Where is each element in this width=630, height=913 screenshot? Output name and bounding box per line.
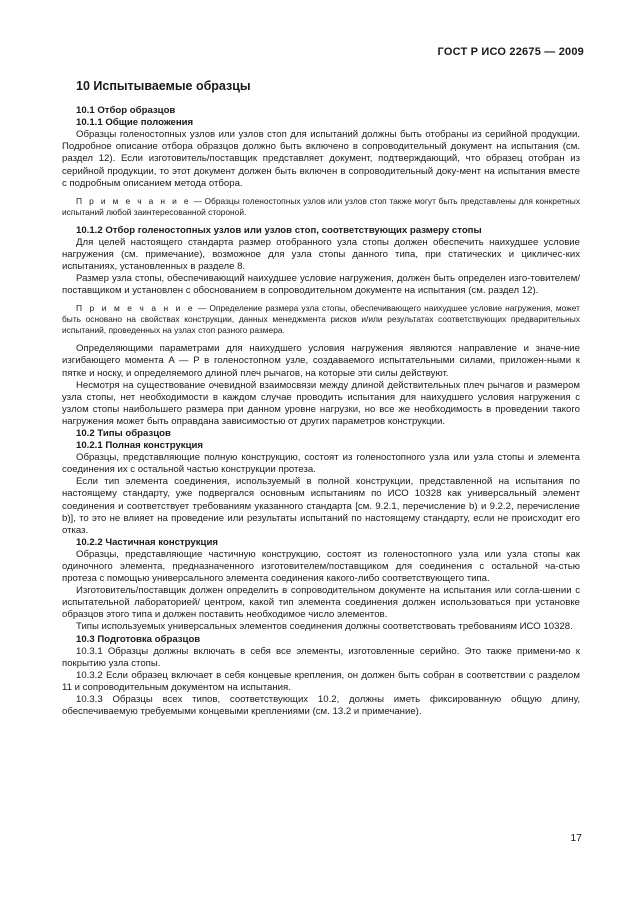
note bbox=[62, 196, 580, 218]
note bbox=[62, 303, 580, 336]
subsection-10-1-2: 10.1.2 Отбор голеностопных узлов или узлов стоп, соответствующих размеру стопы bbox=[76, 224, 482, 236]
section-title: 10 Испытываемые образцы bbox=[76, 79, 251, 93]
subsection-10-2-2: 10.2.2 Частичная конструкция bbox=[76, 536, 218, 548]
paragraph: Образцы, представляющие частичную конструкцию, состоят из голеностопного узла или узла стопы как одиночного элемента, предназначенного изготовителем/поставщиком для соединения с остальной ча-стью протеза с помощью универсального элемента соединения какого-либо соответствующего типа. bbox=[62, 548, 580, 585]
note-label: П р и м е ч а н и е bbox=[76, 303, 195, 314]
note-text: — Определение размера узла стопы, обеспечивающего наихудшее условие нагружения, может быть основано на свойствах конструкции, данных менеджмента рисков и/или результатах соответствующих предварительных испытаний, проведенных на узлах стоп разного размера. bbox=[62, 303, 581, 336]
paragraph: Определяющими параметрами для наихудшего условия нагружения являются направление и значе-ние изгибающего момента A — P в голеностопном узле, создаваемого испытательными силами, приложен-ными к пятке и носку, и определяемого длиной плеч рычагов, на которые эти силы действуют. bbox=[62, 343, 580, 379]
subsection-10-2-1: 10.2.1 Полная конструкция bbox=[76, 440, 203, 452]
paragraph: 10.3.1 Образцы должны включать в себя все элементы, изготовленные серийно. Это также примени-мо к покрытию узла стопы. bbox=[62, 645, 580, 669]
subsection-10-1: 10.1 Отбор образцов bbox=[76, 105, 176, 117]
subsection-10-2: 10.2 Типы образцов bbox=[76, 427, 171, 439]
paragraph: Размер узла стопы, обеспечивающий наихудшее условие нагружения, должен быть определен изго-товителем/поставщиком и установлен с обоснованием в сопроводительном документе на испытания (см. раздел 12). bbox=[62, 273, 580, 297]
paragraph: Типы используемых универсальных элементов соединения должны соответствовать требованиям ИСО 10328. bbox=[76, 621, 573, 633]
note-text: — Образцы голеностопных узлов или узлов стоп также могут быть представлены для конкретных испытаний любой заинтересованной стороной. bbox=[62, 195, 581, 217]
paragraph: Образцы, представляющие полную конструкцию, состоят из голеностопного узла или узла стопы и элемента соединения их с остальной частью конструкции протеза. bbox=[62, 452, 580, 476]
paragraph: 10.3.2 Если образец включает в себя концевые крепления, он должен быть собран в соответствии с разделом 11 и сопроводительным документом на испытания. bbox=[62, 669, 580, 693]
paragraph: Если тип элемента соединения, используемый в полной конструкции, представленной на испытания по настоящему стандарту, уже подвергался основным испытаниям по ИСО 10328 как универсальный элемент соединения и соответствует требованиям указанного стандарта [см. 9.2.1, перечисление b) и 9.2.2, перечисление b)], то это не влияет на проведение или результаты испытаний по настоящему стандарту, если не происходит его отказ. bbox=[62, 476, 580, 536]
subsection-10-1-1: 10.1.1 Общие положения bbox=[76, 117, 194, 129]
paragraph: 10.3.3 Образцы всех типов, соответствующих 10.2, должны иметь фиксированную общую длину, обеспечиваемую требуемыми концевыми креплениями (см. 13.2 и примечание). bbox=[62, 694, 580, 718]
page-number: 17 bbox=[570, 832, 582, 844]
paragraph: Для целей настоящего стандарта размер отобранного узла стопы должен обеспечить наихудшее условие нагружения (см. примечание), возможное для узла стопы данного типа, при статических и цикличес-ких испытаниях, установленных в разделе 8. bbox=[62, 236, 580, 273]
subsection-10-3: 10.3 Подготовка образцов bbox=[76, 633, 201, 645]
note-label: П р и м е ч а н и е bbox=[76, 195, 191, 206]
paragraph: Изготовитель/поставщик должен определить в сопроводительном документе на испытания или согла-шении с испытательной лабораторией/ центром, какой тип элемента соединения должен использоваться при установке образцов этого типа и должен поставить необходимое число элементов. bbox=[62, 585, 580, 621]
document-header: ГОСТ Р ИСО 22675 — 2009 bbox=[437, 46, 584, 58]
paragraph: Образцы голеностопных узлов или узлов стоп для испытаний должны быть отобраны из серийной продукции. Подробное описание отбора образцов должно быть включено в сопроводительный документ на испытания (см. раздел 12). Если изготовитель/поставщик представляет документ, подтверждающий, что образец отобран из серийной продукции, то этот документ должен быть включен в сопроводительный доку-мент на испытания вместе с подробным описанием метода отбора. bbox=[62, 129, 580, 189]
page-content bbox=[62, 80, 580, 718]
paragraph: Несмотря на существование очевидной взаимосвязи между длиной действительных плеч рычагов и размером узла стопы, нет необходимости в каждом случае проводить испытания для наихудшего условия нагружения с узлом стопы наибольшего размера при данном уровне нагрузки, но все же необходимость в проведении такого нагружения может быть оправдана зависимостью от других параметров конструкции. bbox=[62, 379, 580, 427]
